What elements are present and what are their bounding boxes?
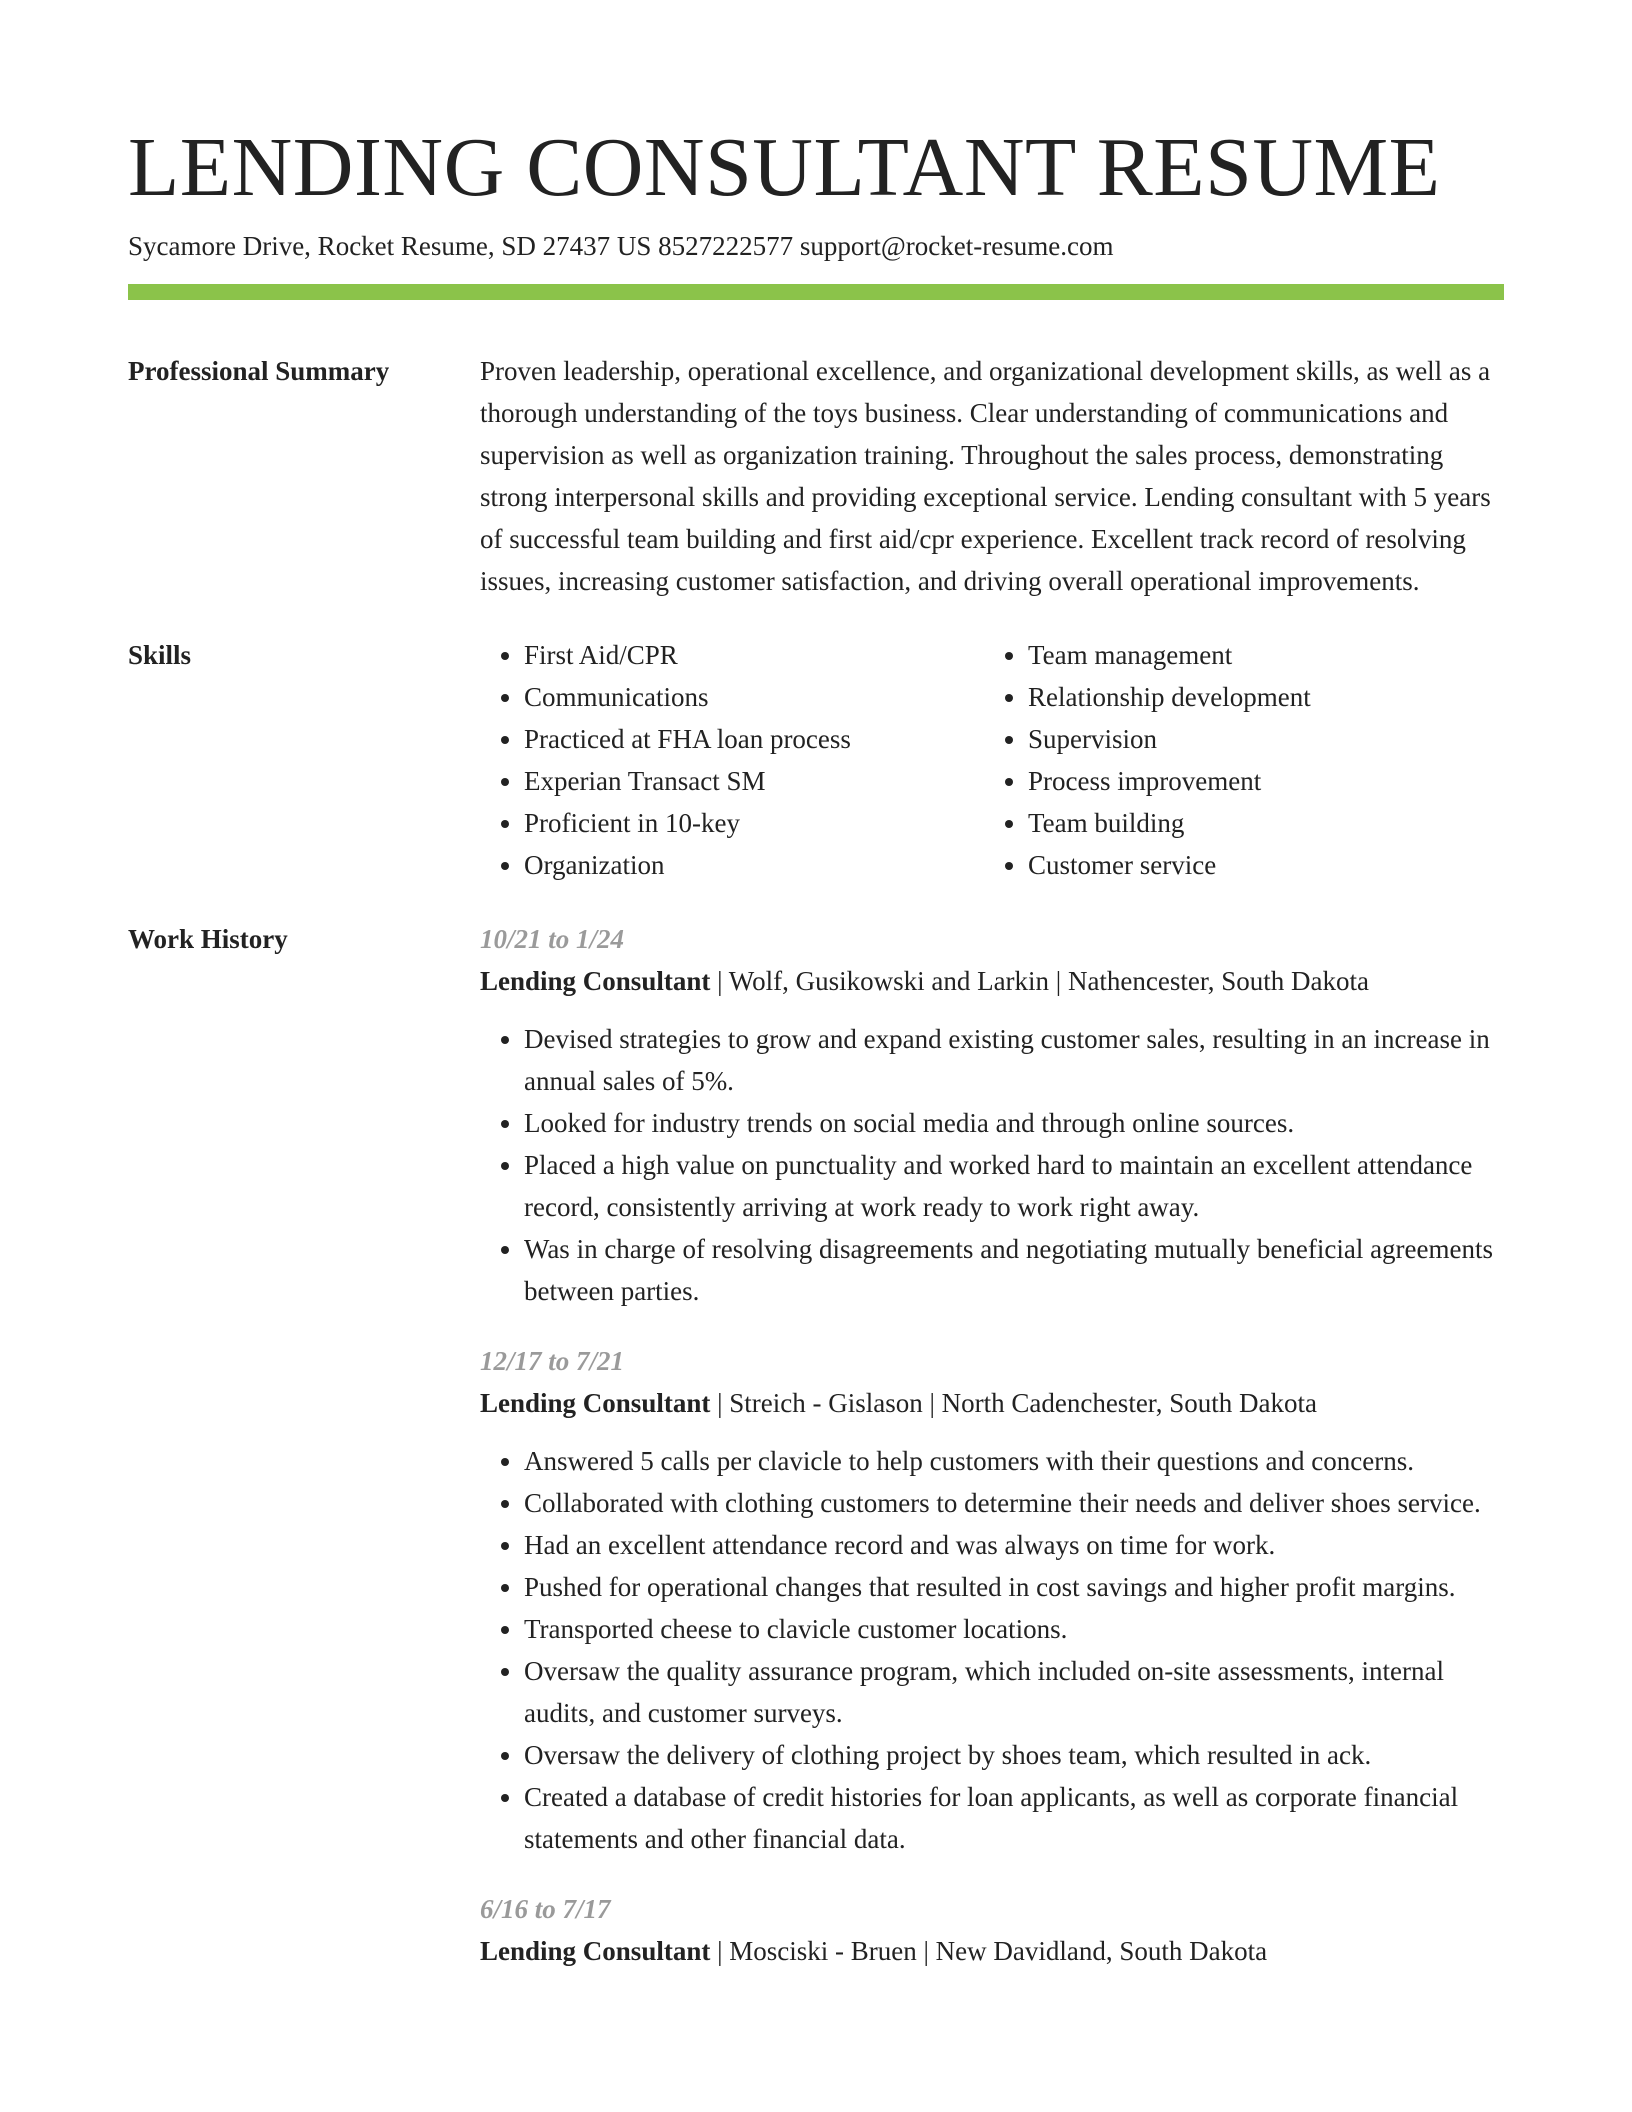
job-title: Lending Consultant bbox=[480, 1936, 711, 1966]
skill-item: • Team building bbox=[1028, 802, 1488, 844]
job-bullet: • Transported cheese to clavicle customer locations. bbox=[524, 1608, 1504, 1650]
skill-item: • First Aid/CPR bbox=[524, 634, 984, 676]
job-dates: 6/16 to 7/17 bbox=[480, 1894, 611, 1924]
skill-item: • Process improvement bbox=[1028, 760, 1488, 802]
job-heading bbox=[480, 1930, 1504, 1972]
skills-section bbox=[128, 634, 1504, 886]
job-entry bbox=[480, 1888, 1504, 1972]
job-bullet: • Was in charge of resolving disagreements and negotiating mutually beneficial agreements between parties. bbox=[524, 1228, 1504, 1312]
professional-summary-section bbox=[128, 350, 1504, 602]
job-bullet: • Had an excellent attendance record and was always on time for work. bbox=[524, 1524, 1504, 1566]
skills-column-left bbox=[480, 634, 984, 886]
job-heading bbox=[480, 960, 1504, 1002]
job-bullet: • Looked for industry trends on social media and through online sources. bbox=[524, 1102, 1504, 1144]
skill-item: • Supervision bbox=[1028, 718, 1488, 760]
summary-text: Proven leadership, operational excellence, and organizational development skills, as well as a thorough understanding of the toys business. Clear understanding of communications and supervision as well as organization training. Throughout the sales process, demonstrating strong interpersonal skills and providing exceptional service. Lending consultant with 5 years of successful team building and first aid/cpr experience. Excellent track record of resolving issues, increasing customer satisfaction, and driving overall operational improvements. bbox=[480, 356, 1491, 596]
page-title: LENDING CONSULTANT RESUME bbox=[128, 121, 1441, 214]
job-bullet: • Collaborated with clothing customers to determine their needs and deliver shoes service. bbox=[524, 1482, 1504, 1524]
job-bullet: • Placed a high value on punctuality and worked hard to maintain an excellent attendance record, consistently arriving at work ready to work right away. bbox=[524, 1144, 1504, 1228]
skill-item: • Experian Transact SM bbox=[524, 760, 984, 802]
skill-item: • Practiced at FHA loan process bbox=[524, 718, 984, 760]
job-bullet: • Answered 5 calls per clavicle to help customers with their questions and concerns. bbox=[524, 1440, 1504, 1482]
job-heading bbox=[480, 1382, 1504, 1424]
job-bullet: • Oversaw the quality assurance program, which included on-site assessments, internal audits, and customer surveys. bbox=[524, 1650, 1504, 1734]
job-bullet: • Pushed for operational changes that resulted in cost savings and higher profit margins. bbox=[524, 1566, 1504, 1608]
skill-item: • Relationship development bbox=[1028, 676, 1488, 718]
resume-page bbox=[128, 118, 1504, 1972]
job-bullet: • Oversaw the delivery of clothing project by shoes team, which resulted in ack. bbox=[524, 1734, 1504, 1776]
job-employer-location: | Mosciski - Bruen | New Davidland, South Dakota bbox=[710, 1936, 1268, 1966]
job-bullet-list bbox=[480, 1440, 1504, 1860]
job-dates: 12/17 to 7/21 bbox=[480, 1346, 625, 1376]
work-history-list bbox=[480, 918, 1504, 1972]
job-employer-location: | Streich - Gislason | North Cadenchester, South Dakota bbox=[710, 1388, 1317, 1418]
skill-item: • Team management bbox=[1028, 634, 1488, 676]
work-history-section bbox=[128, 918, 1504, 1972]
job-dates: 10/21 to 1/24 bbox=[480, 924, 625, 954]
contact-info: Sycamore Drive, Rocket Resume, SD 27437 US 8527222577 support@rocket-resume.com bbox=[128, 231, 1114, 261]
skills-column-right bbox=[984, 634, 1488, 886]
skill-item: • Proficient in 10-key bbox=[524, 802, 984, 844]
section-label-skills: Skills bbox=[128, 640, 192, 670]
job-employer-location: | Wolf, Gusikowski and Larkin | Nathencester, South Dakota bbox=[710, 966, 1370, 996]
section-label-work-history: Work History bbox=[128, 924, 288, 954]
section-label-summary: Professional Summary bbox=[128, 356, 390, 386]
job-bullet: • Created a database of credit histories for loan applicants, as well as corporate financial statements and other financial data. bbox=[524, 1776, 1504, 1860]
skill-item: • Customer service bbox=[1028, 844, 1488, 886]
job-bullet: • Devised strategies to grow and expand existing customer sales, resulting in an increase in annual sales of 5%. bbox=[524, 1018, 1504, 1102]
header-divider bbox=[128, 284, 1504, 300]
job-entry bbox=[480, 1340, 1504, 1860]
skill-item: • Communications bbox=[524, 676, 984, 718]
skill-item: • Organization bbox=[524, 844, 984, 886]
job-title: Lending Consultant bbox=[480, 966, 711, 996]
skills-list bbox=[480, 634, 1504, 886]
job-entry bbox=[480, 918, 1504, 1312]
job-bullet-list bbox=[480, 1018, 1504, 1312]
job-title: Lending Consultant bbox=[480, 1388, 711, 1418]
